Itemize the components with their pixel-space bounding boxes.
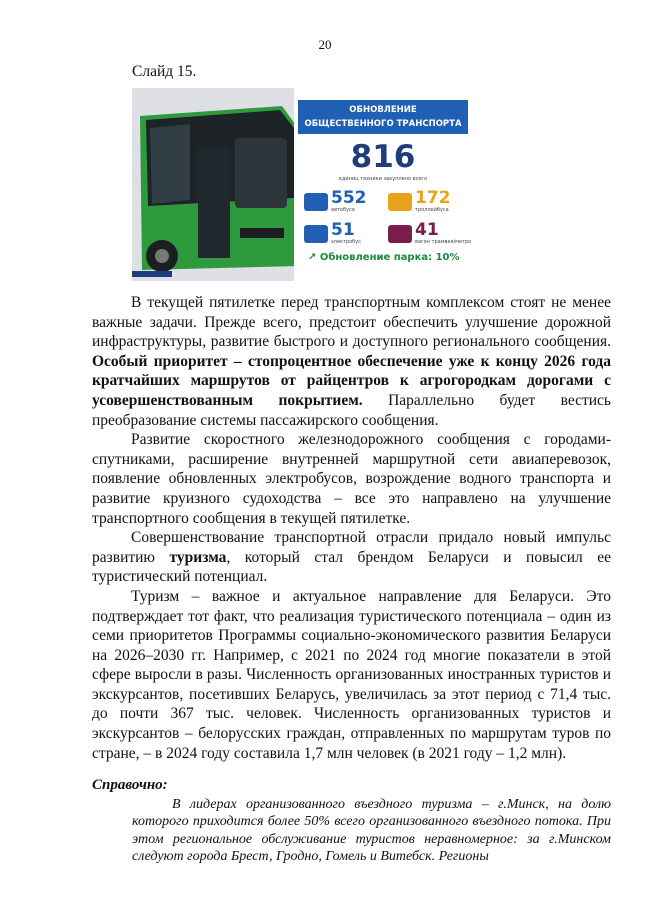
slide-label: Слайд 15. — [132, 63, 197, 80]
note-text-block — [132, 796, 611, 866]
paragraph-3-tail: , который стал брендом Беларуси и повысил ее туристический потенциал. — [92, 548, 611, 586]
note-text: В лидерах организованного въездного туризма – г.Минск, на долю которого приходится более 50% всего организованного въездного потока. При этом региональное обслуживание туристов неравномерное: за г.Минском следуют города Брест, Гродно, Гомель и Витебск. Регионы — [132, 797, 611, 865]
paragraph-3 — [92, 528, 611, 587]
total-caption: единиц техники закуплено всего — [338, 176, 428, 182]
slide-info-panel — [294, 88, 472, 281]
slide-title-line2: ОБЩЕСТВЕННОГО ТРАНСПОРТА — [304, 119, 462, 129]
stat-value: 552 — [331, 188, 367, 208]
stat-value: 172 — [415, 188, 451, 208]
paragraph-1-tail: Параллельно будет вестись преобразование системы пассажирского сообщения. — [92, 391, 611, 429]
paragraph-4: Туризм – важное и актуальное направление для Беларуси. Это подтверждает тот факт, что реализация туристического потенциала – один из семи приоритетов Программы социально-экономического развития Беларуси на 2026–2030 гг. Например, с 2021 по 2024 год многие показатели в этой сфере выросли в разы. Численность организованных иностранных туристов и экскурсантов, посетивших Беларусь, увеличилась за этот период с 71,4 тыс. до почти 367 тыс. человек. Численность организованных туристов и экскурсантов – белорусских граждан, отправленных по маршрутам туров по стране, – в 2024 году составила 1,7 млн человек (в 2021 году – 1,2 млн). — [92, 587, 611, 762]
slide-title-line1: ОБНОВЛЕНИЕ — [349, 105, 417, 115]
stat-label: автобуса — [331, 207, 355, 213]
paragraph-1-bold: Особый приоритет – стопроцентное обеспечение уже к концу 2026 года кратчайших маршрутов от райцентров к агрогородкам дорогами с усовершенствованным покрытием. — [92, 352, 611, 409]
body-text — [92, 293, 611, 763]
paragraph-1-text: В текущей пятилетке перед транспортным комплексом стоят не менее важные задачи. Прежде всего, предстоит обеспечить улучшение дорожной инфраструктуры, развитие быстрого и доступного регионального сообщения. — [92, 294, 611, 351]
tram-icon — [388, 225, 412, 243]
note-heading: Справочно: — [92, 777, 168, 793]
green-bus-illustration — [132, 88, 302, 281]
bus-photo — [132, 88, 302, 281]
total-vehicles: 816 — [350, 139, 416, 175]
slide-title — [298, 100, 468, 134]
stat-trolleybuses — [388, 190, 451, 213]
fleet-growth — [308, 252, 460, 263]
paragraph-3-bold: туризма — [169, 548, 227, 566]
electric-bus-icon — [304, 225, 328, 243]
paragraph-2: Развитие скоростного железнодорожного сообщения с городами-спутниками, расширение внутренней маршрутной сети авиаперевозок, появление обновленных электробусов, возрождение водного транспорта и развитие круизного судоходства – все это направлено на улучшение транспортного сообщения в текущей пятилетке. — [92, 431, 611, 527]
page-number: 20 — [318, 37, 332, 52]
paragraph-1 — [92, 293, 611, 430]
stat-label: электробус — [331, 239, 361, 245]
stat-value: 41 — [415, 220, 439, 240]
stat-trams — [388, 222, 471, 245]
paragraph-3-text: Совершенствование транспортной отрасли придало новый импульс развитию — [92, 529, 611, 566]
stat-buses — [304, 190, 367, 213]
trend-up-icon: ↗ — [308, 252, 317, 263]
slide-image — [132, 88, 472, 281]
stat-electric-buses — [304, 222, 361, 245]
bus-icon — [304, 193, 328, 211]
stat-value: 51 — [331, 220, 355, 240]
stat-label: вагон трамвая/метро — [415, 239, 472, 245]
stat-label: троллейбуса — [415, 207, 449, 213]
trolleybus-icon — [388, 193, 412, 211]
fleet-growth-text: Обновление парка: 10% — [319, 252, 460, 263]
